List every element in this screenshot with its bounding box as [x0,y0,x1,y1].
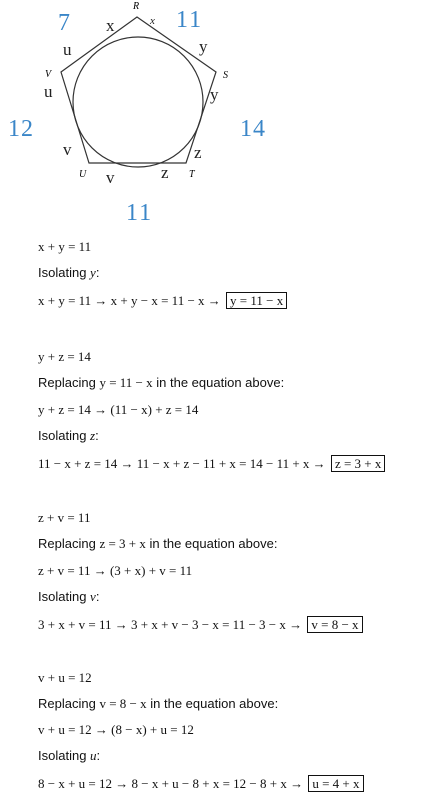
step4-equation: v + u = 12 [38,670,92,685]
inscribed-circle [73,37,203,167]
vertex-label-s: S [223,70,228,81]
isolating-variable: v [90,589,96,604]
result-box: y = 11 − x [226,292,287,309]
result-box: z = 3 + x [331,455,385,472]
replacing-label: Replacing [38,536,96,551]
vertex-label-t: T [189,169,195,180]
step3-derivation [38,616,363,632]
segment-label-z-bottom: z [161,163,169,182]
isolating-label: Isolating [38,265,87,280]
replacing-tail: in the equation above: [149,536,278,551]
replacing-label: Replacing [38,696,96,711]
derivation-text: 8 − x + u = 12 → 8 − x + u − 8 + x = 12 − 8 + x → [38,776,304,791]
pentagon [61,17,216,163]
result-box: v = 8 − x [307,616,362,633]
step3-isolating: Isolating v: [38,589,100,604]
side-total-rs: 11 [176,7,204,33]
step2-substitution: y + z = 14 → (11 − x) + z = 14 [38,402,199,417]
segment-label-z-right: z [194,143,202,162]
derivation-text: 11 − x + z = 14 → 11 − x + z − 11 + x = 14 − 11 + x → [38,456,326,471]
segment-label-v-bottom: v [106,168,115,187]
step3-equation: z + v = 11 [38,510,91,525]
segment-label-y-bottom: y [210,85,219,104]
isolating-label: Isolating [38,748,87,763]
side-total-uv: 12 [8,116,34,142]
derivation-text: 3 + x + v = 11 → 3 + x + v − 3 − x = 11 − 3 − x → [38,617,303,632]
step1-isolating: Isolating y: [38,265,100,280]
step4-substitution: v + u = 12 → (8 − x) + u = 12 [38,722,194,737]
step2-derivation [38,455,385,471]
step3-replacing [38,536,277,552]
vertex-label-u: U [79,169,87,180]
segment-label-u-top: u [63,40,72,59]
isolating-label: Isolating [38,428,87,443]
step1-equation: x + y = 11 [38,239,92,254]
step2-equation: y + z = 14 [38,349,91,364]
replacing-equation: v = 8 − x [99,696,147,711]
step4-isolating: Isolating u: [38,748,101,763]
segment-label-x-left: x [106,16,115,35]
derivation-text: x + y = 11 → x + y − x = 11 − x → [38,293,221,308]
isolating-variable: z [90,428,96,443]
step1-derivation [38,292,287,308]
vertex-label-r: R [133,1,140,12]
side-total-st: 14 [240,116,266,142]
isolating-label: Isolating [38,589,87,604]
step4-replacing [38,696,278,712]
segment-label-u-bottom: u [44,82,53,101]
segment-label-x-right: x [150,15,155,27]
segment-label-y-top: y [199,37,208,56]
side-total-rv: 7 [58,10,70,36]
replacing-tail: in the equation above: [156,375,285,390]
replacing-equation: y = 11 − x [99,375,153,390]
step2-replacing [38,375,284,391]
replacing-tail: in the equation above: [150,696,279,711]
result-box: u = 4 + x [308,775,363,792]
isolating-variable: u [90,748,97,763]
step3-substitution: z + v = 11 → (3 + x) + v = 11 [38,563,193,578]
step2-isolating: Isolating z: [38,428,99,443]
segment-label-v-left: v [63,140,72,159]
replacing-label: Replacing [38,375,96,390]
isolating-variable: y [90,265,96,280]
replacing-equation: z = 3 + x [99,536,146,551]
step4-derivation [38,775,364,791]
side-total-tu: 11 [126,200,154,226]
pentagon-figure [0,0,445,230]
vertex-label-v: V [45,69,52,80]
